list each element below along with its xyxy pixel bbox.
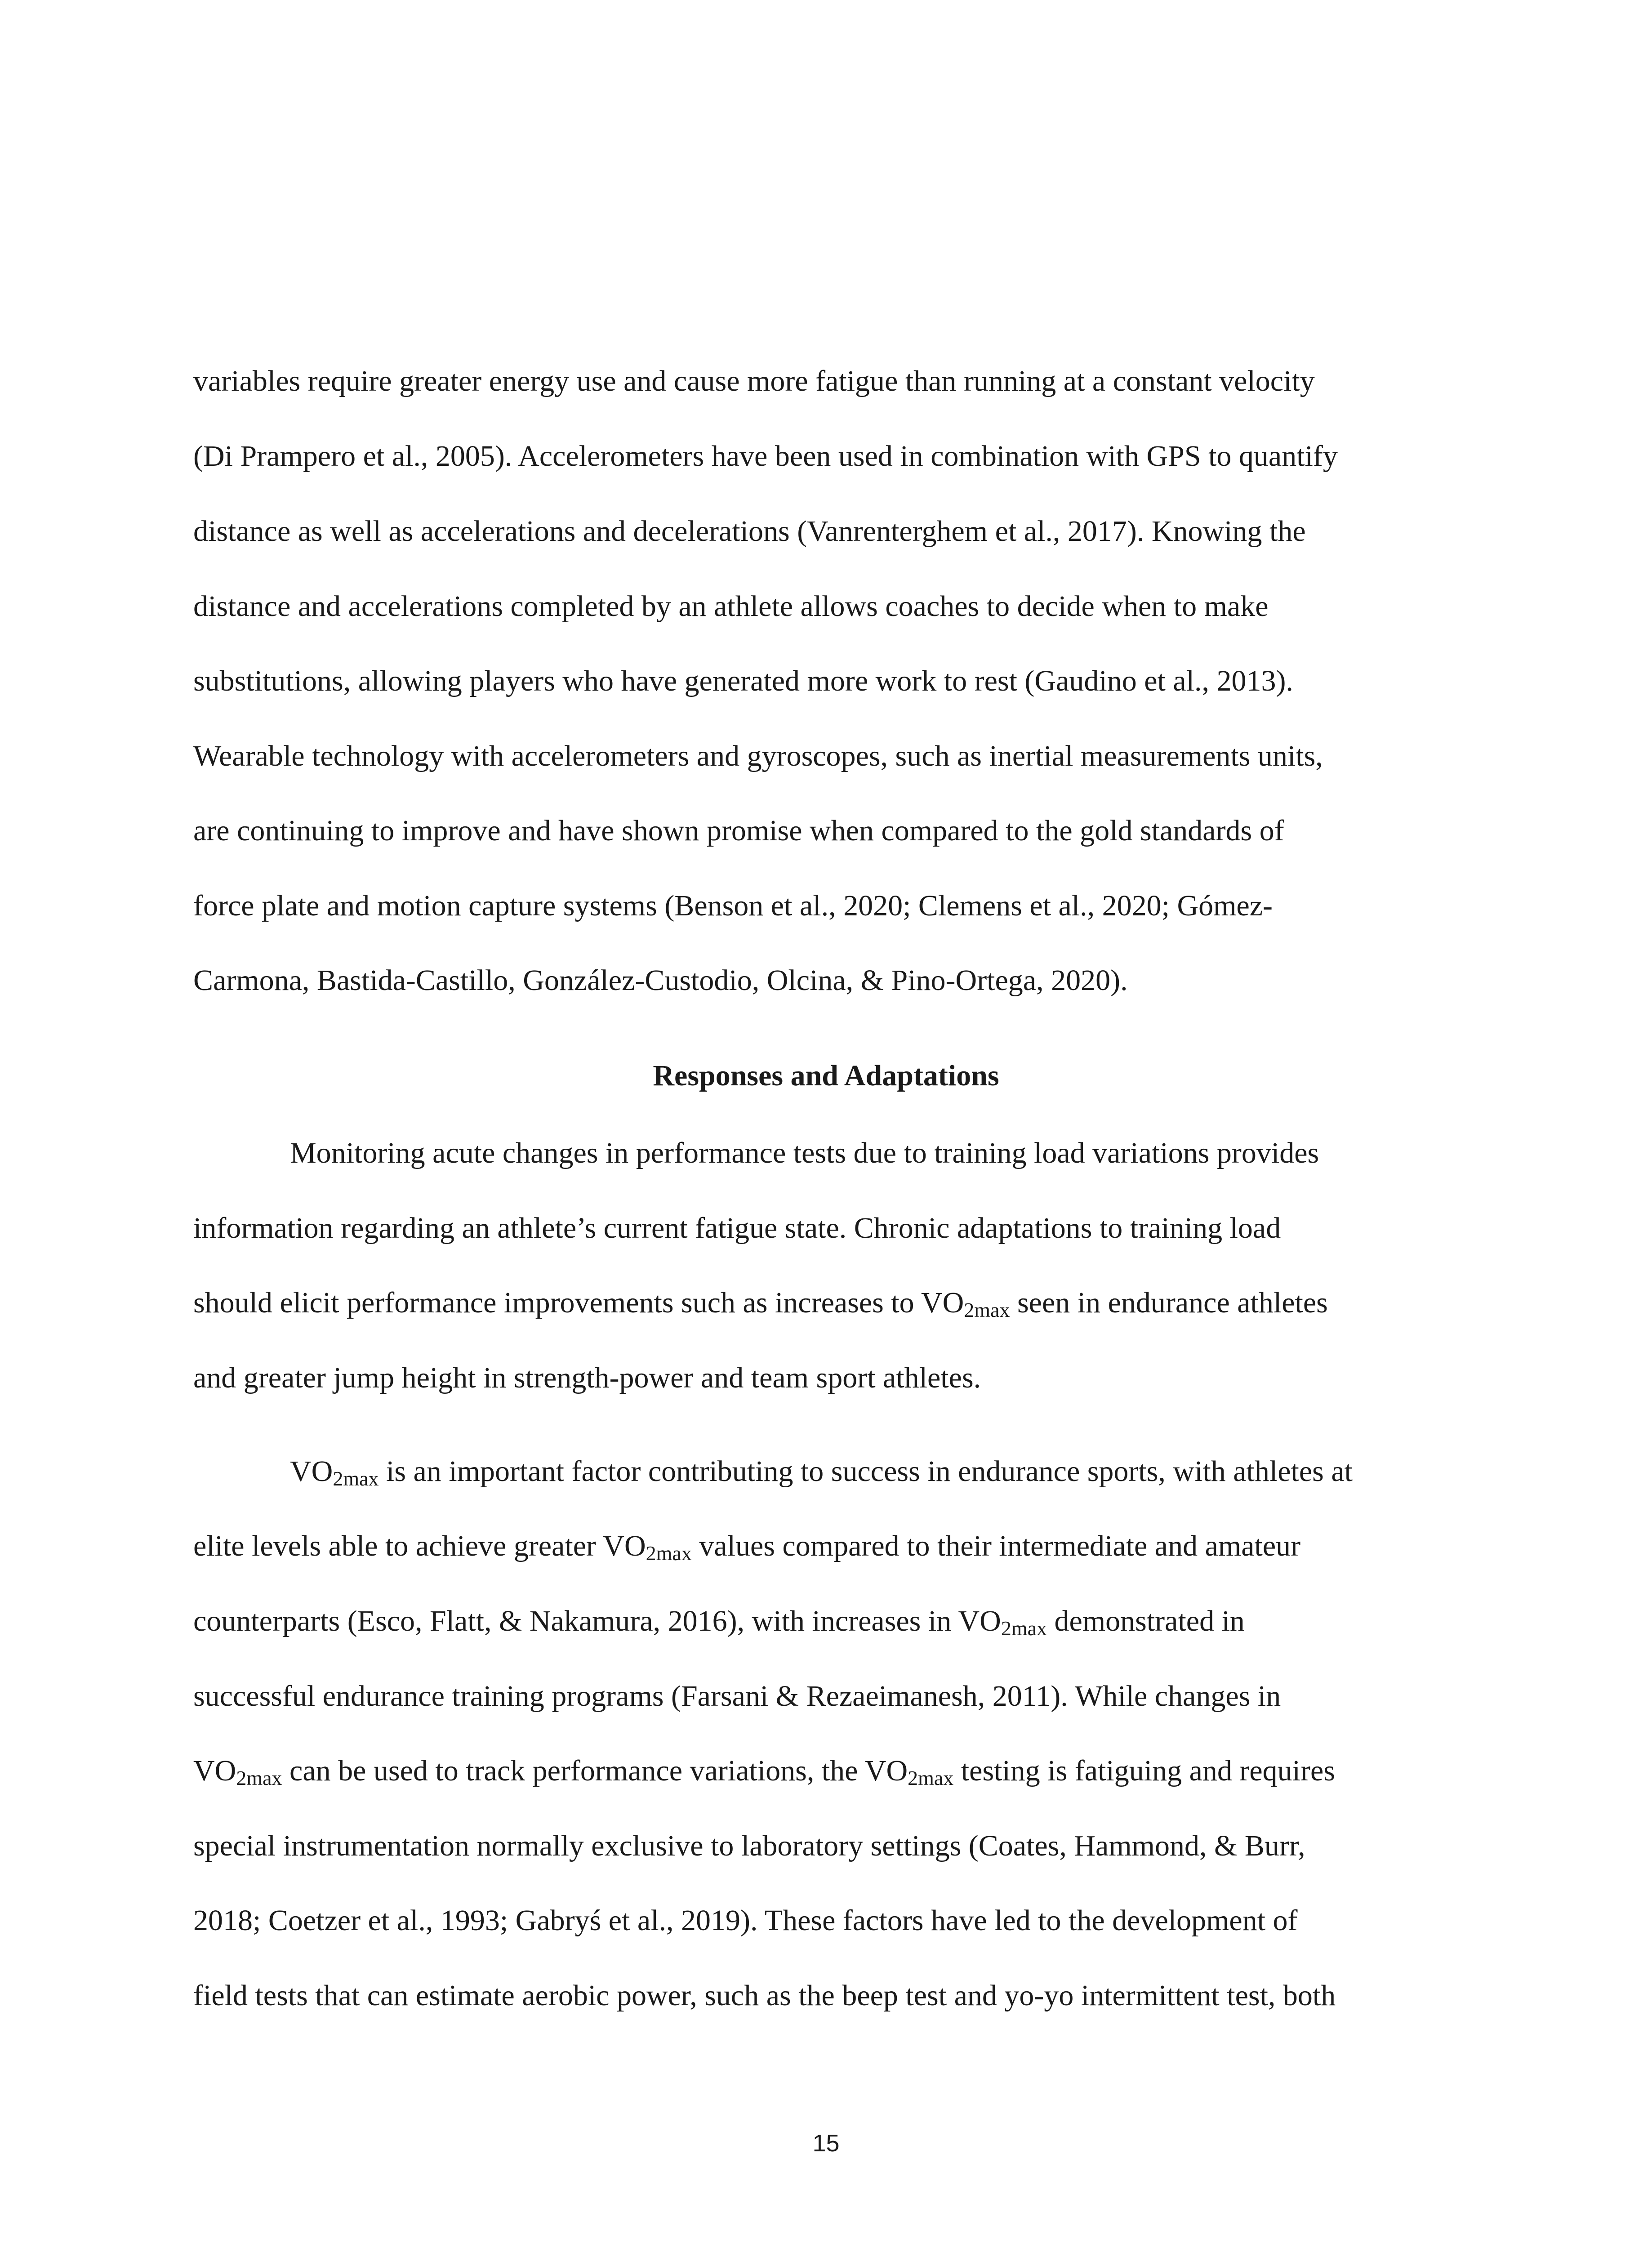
paragraph2-line-3 (193, 1286, 1328, 1322)
paragraph3-line-3 (193, 1605, 1245, 1640)
paragraph3-line-7: 2018; Coetzer et al., 1993; Gabryś et al., 2019). These factors have led to the development of (193, 1904, 1298, 1937)
subscript: 2max (646, 1542, 692, 1565)
paragraph3-line-1 (290, 1455, 1353, 1490)
subscript: 2max (964, 1298, 1010, 1322)
paragraph3-line-6: special instrumentation normally exclusive to laboratory settings (Coates, Hammond, & Burr, (193, 1829, 1305, 1862)
subscript: 2max (1001, 1617, 1047, 1640)
text-span: should elicit performance improvements such as increases to VO (193, 1286, 964, 1319)
paragraph1-line-4: distance and accelerations completed by an athlete allows coaches to decide when to make (193, 590, 1269, 623)
text-span: seen in endurance athletes (1010, 1286, 1328, 1319)
paragraph3-line-2 (193, 1530, 1301, 1565)
text-span: VO (193, 1754, 236, 1787)
text-span: can be used to track performance variations, the VO (282, 1754, 908, 1787)
paragraph3-line-4: successful endurance training programs (Farsani & Rezaeimanesh, 2011). While changes in (193, 1680, 1281, 1713)
text-span: is an important factor contributing to success in endurance sports, with athletes at (378, 1455, 1353, 1488)
paragraph1-line-7: are continuing to improve and have shown promise when compared to the gold standards of (193, 814, 1284, 847)
paragraph2-line-4: and greater jump height in strength-power and team sport athletes. (193, 1361, 981, 1394)
paragraph1-line-9: Carmona, Bastida-Castillo, González-Custodio, Olcina, & Pino-Ortega, 2020). (193, 964, 1128, 997)
subscript: 2max (333, 1467, 379, 1490)
paragraph1-line-3: distance as well as accelerations and decelerations (Vanrenterghem et al., 2017). Knowing the (193, 515, 1306, 548)
subscript: 2max (236, 1766, 282, 1790)
paragraph1-line-6: Wearable technology with accelerometers and gyroscopes, such as inertial measurements units, (193, 740, 1323, 772)
text-span: counterparts (Esco, Flatt, & Nakamura, 2016), with increases in VO (193, 1605, 1001, 1637)
section-heading: Responses and Adaptations (653, 1059, 999, 1092)
subscript: 2max (908, 1766, 954, 1790)
paragraph1-line-1: variables require greater energy use and cause more fatigue than running at a constant velocity (193, 365, 1315, 397)
paragraph1-line-8: force plate and motion capture systems (Benson et al., 2020; Clemens et al., 2020; Gómez- (193, 889, 1273, 922)
paragraph3-line-5 (193, 1754, 1335, 1790)
text-span: demonstrated in (1047, 1605, 1245, 1637)
paragraph1-line-2: (Di Prampero et al., 2005). Accelerometers have been used in combination with GPS to quantify (193, 440, 1338, 473)
paragraph3-line-8: field tests that can estimate aerobic power, such as the beep test and yo-yo intermittent test, both (193, 1979, 1336, 2012)
paragraph2-line-1: Monitoring acute changes in performance tests due to training load variations provides (290, 1137, 1319, 1169)
paragraph2-line-2: information regarding an athlete’s current fatigue state. Chronic adaptations to training load (193, 1212, 1281, 1244)
text-span: values compared to their intermediate and amateur (691, 1530, 1301, 1562)
text-span: testing is fatiguing and requires (953, 1754, 1335, 1787)
text-span: VO (290, 1455, 333, 1488)
text-span: elite levels able to achieve greater VO (193, 1530, 646, 1562)
page-number: 15 (812, 2130, 840, 2157)
paragraph1-line-5: substitutions, allowing players who have generated more work to rest (Gaudino et al., 2013). (193, 665, 1293, 697)
